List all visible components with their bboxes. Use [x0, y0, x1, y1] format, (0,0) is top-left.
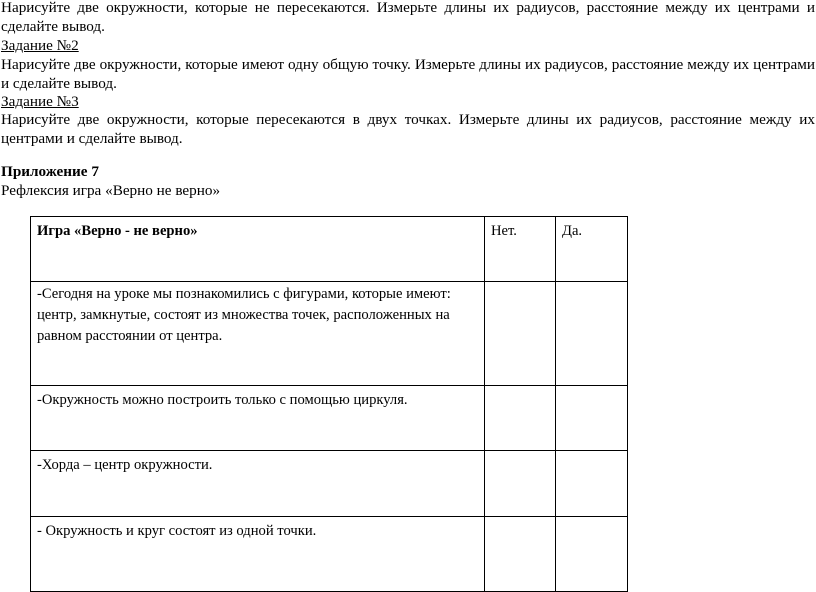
task2-text: Нарисуйте две окружности, которые имеют одну общую точку. Измерьте длины их радиусов, расстояние между их центрами и сделайте вывод.	[1, 56, 815, 92]
header-statement-cell: Игра «Верно - не верно»	[31, 217, 485, 282]
yes-answer-cell[interactable]	[556, 451, 628, 517]
table-row	[31, 517, 628, 592]
table-header-row	[31, 217, 628, 282]
yes-answer-cell[interactable]	[556, 517, 628, 592]
no-answer-cell[interactable]	[485, 451, 556, 517]
task2-heading: Задание №2	[1, 37, 79, 54]
statement-cell: -Хорда – центр окружности.	[31, 451, 485, 517]
statement-cell: -Окружность можно построить только с помощью циркуля.	[31, 386, 485, 451]
no-answer-cell[interactable]	[485, 517, 556, 592]
statement-cell: - Окружность и круг состоят из одной точки.	[31, 517, 485, 592]
task3-heading: Задание №3	[1, 93, 79, 110]
no-answer-cell[interactable]	[485, 282, 556, 386]
table-row	[31, 451, 628, 517]
yes-answer-cell[interactable]	[556, 386, 628, 451]
header-no-cell: Нет.	[485, 217, 556, 282]
yes-answer-cell[interactable]	[556, 282, 628, 386]
appendix-heading: Приложение 7	[1, 163, 99, 180]
statement-cell: -Сегодня на уроке мы познакомились с фигурами, которые имеют: центр, замкнутые, состоят из множества точек, расположенных на равном расстоянии от центра.	[31, 282, 485, 386]
task3-text: Нарисуйте две окружности, которые пересекаются в двух точках. Измерьте длины их радиусов, расстояние между их центрами и сделайте вывод.	[1, 111, 815, 147]
appendix-subtitle: Рефлексия игра «Верно не верно»	[1, 182, 221, 199]
table-row	[31, 386, 628, 451]
true-false-game-table	[30, 216, 628, 592]
task1-text: Нарисуйте две окружности, которые не пересекаются. Измерьте длины их радиусов, расстояние между их центрами и сделайте вывод.	[1, 0, 815, 35]
no-answer-cell[interactable]	[485, 386, 556, 451]
header-yes-cell: Да.	[556, 217, 628, 282]
table-row	[31, 282, 628, 386]
